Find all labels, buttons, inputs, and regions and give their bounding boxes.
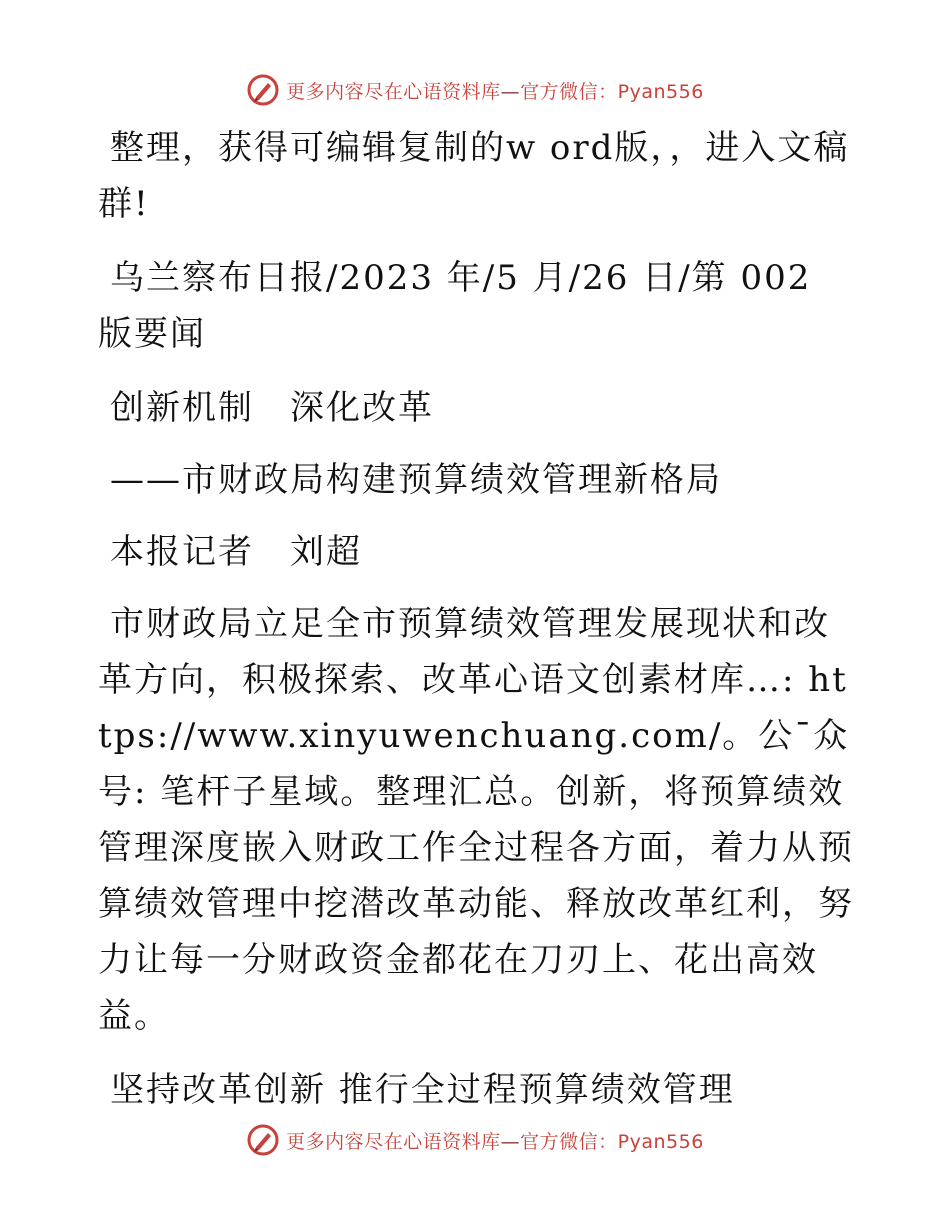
footer-watermark	[0, 1120, 950, 1160]
watermark-contact: 官方微信：Pyan556	[520, 1130, 704, 1153]
intro-paragraph: 整理，获得可编辑复制的w ord版，，进入文稿群!	[98, 128, 850, 224]
watermark-contact: 官方微信：Pyan556	[520, 80, 704, 103]
pen-logo-icon	[246, 1123, 280, 1157]
document-body	[98, 120, 858, 1136]
section-heading: 坚持改革创新 推行全过程预算绩效管理	[110, 1070, 735, 1110]
author-line: 本报记者 刘超	[110, 532, 362, 572]
body-paragraph: 市财政局立足全市预算绩效管理发展现状和改革方向，积极探索、改革心语文创素材库…: https://www.xinyuwenchuang.com/。公¯众号: 笔杆子星域。整理汇总。创新，将预算绩效管理深度嵌入财政工作全过程各方面，着力从预算绩效管理中挖潜改革动能、释放改革红利，努力让每一分财政资金都花在刀刃上、花出高效益。	[98, 604, 854, 1036]
watermark-text: 更多内容尽在心语资料库	[286, 80, 501, 103]
source-line: 乌兰察布日报/2023 年/5 月/26 日/第 002 版要闻	[98, 258, 812, 354]
watermark-separator: —	[500, 80, 521, 103]
watermark-separator: —	[500, 1130, 521, 1153]
header-watermark	[0, 70, 950, 110]
article-subtitle: ——市财政局构建预算绩效管理新格局	[110, 460, 722, 500]
watermark-text: 更多内容尽在心语资料库	[286, 1130, 501, 1153]
pen-logo-icon	[246, 73, 280, 107]
article-title: 创新机制 深化改革	[110, 388, 434, 428]
